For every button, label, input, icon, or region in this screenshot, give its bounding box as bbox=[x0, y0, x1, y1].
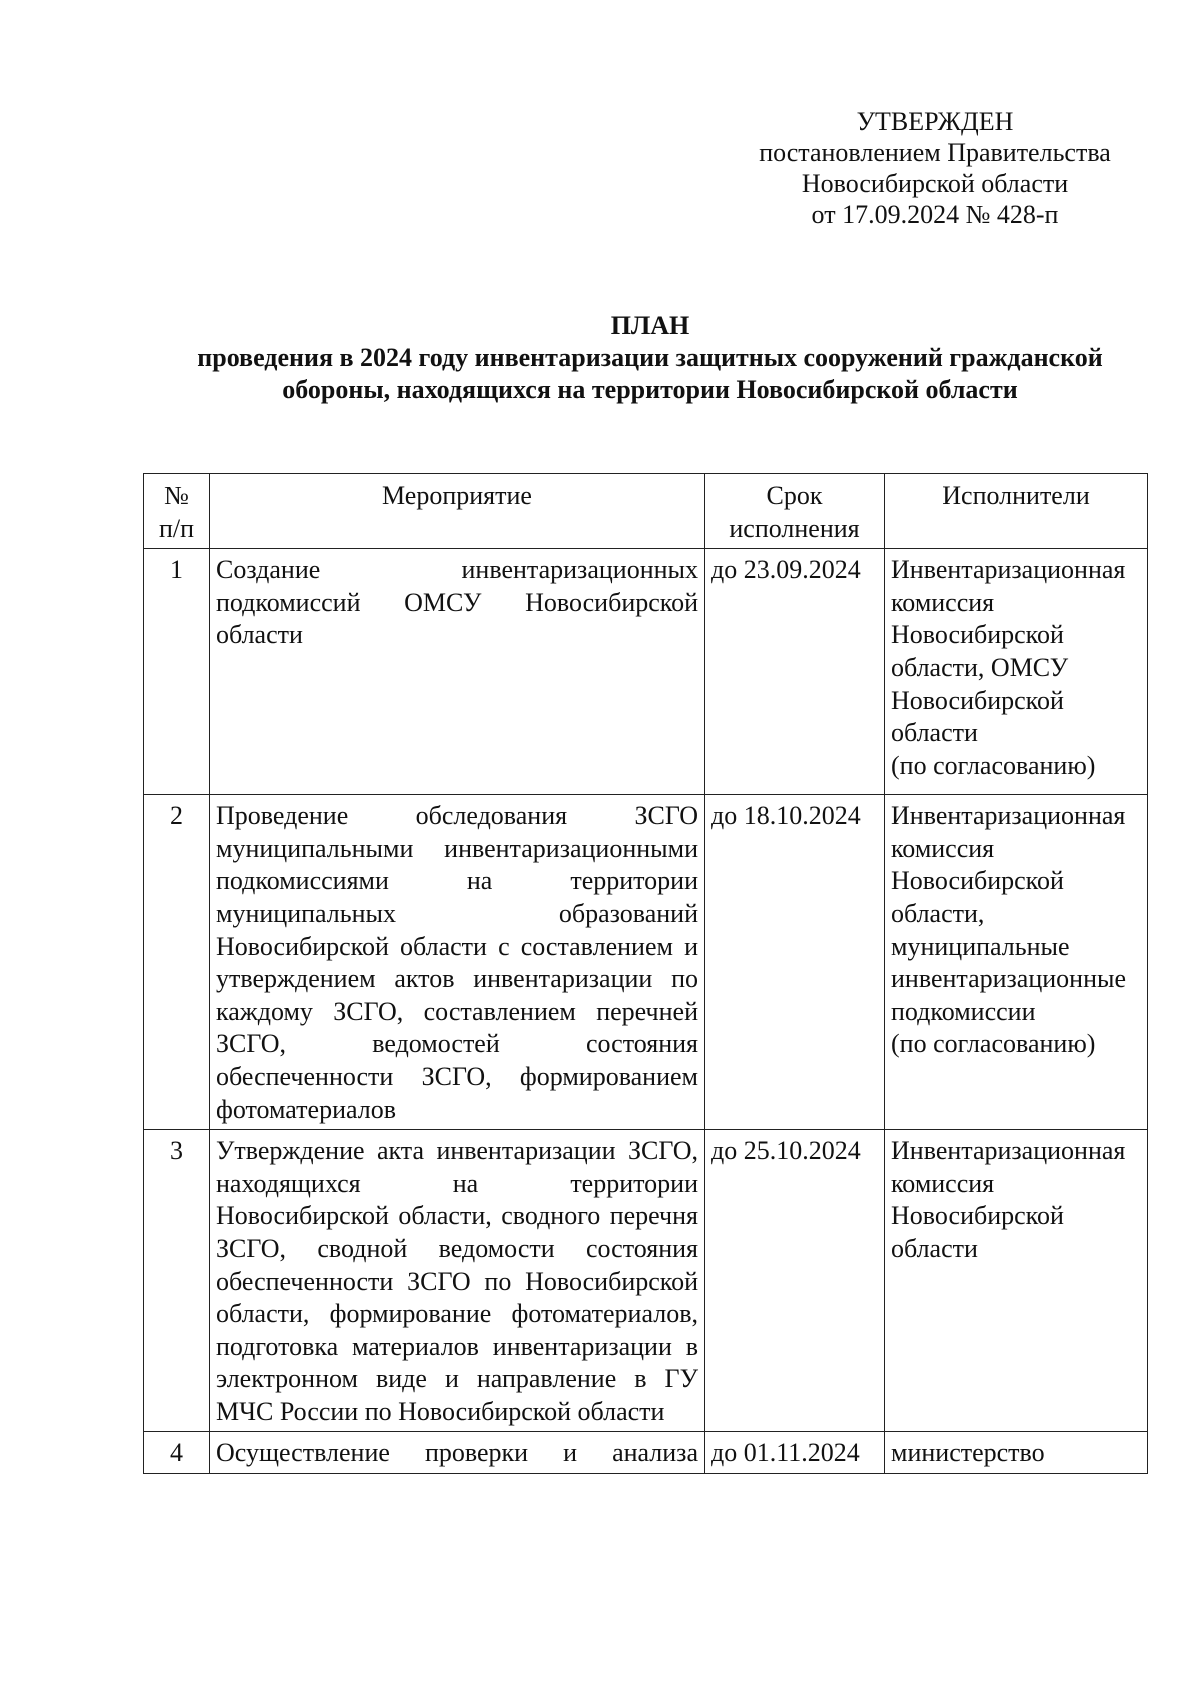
executor-line: Инвентаризационная bbox=[891, 555, 1126, 585]
approval-stamp bbox=[720, 106, 1150, 230]
executor-line: (по согласованию) bbox=[891, 1029, 1096, 1059]
approval-line-1: постановлением Правительства bbox=[759, 138, 1111, 167]
row-activity bbox=[210, 1432, 705, 1474]
header-term bbox=[705, 474, 885, 549]
header-term-line-1: Срок bbox=[766, 481, 823, 510]
row-term: до 25.10.2024 bbox=[705, 1130, 885, 1432]
executor-line: подкомиссии bbox=[891, 996, 1036, 1026]
row-number: 1 bbox=[144, 549, 210, 795]
executor-line: Новосибирской bbox=[891, 620, 1064, 650]
table-row bbox=[144, 549, 1148, 795]
plan-table bbox=[143, 473, 1148, 1474]
header-term-line-2: исполнения bbox=[729, 513, 860, 543]
row-executors bbox=[885, 795, 1148, 1130]
title-heading: ПЛАН bbox=[610, 311, 690, 340]
approval-status: УТВЕРЖДЕН bbox=[856, 107, 1014, 136]
table-row bbox=[144, 795, 1148, 1130]
table-row bbox=[144, 1130, 1148, 1432]
row-activity: Утверждение акта инвентаризации ЗСГО, находящихся на территории Новосибирской области, сводного перечня ЗСГО, сводной ведомости состояния обеспеченности ЗСГО по Новосибирской области, формирование фотоматериалов, подготовка материалов инвентаризации в электронном виде и направление в ГУ МЧС России по Новосибирской области bbox=[210, 1130, 705, 1432]
executor-line: области bbox=[891, 1233, 978, 1263]
row-term: до 23.09.2024 bbox=[705, 549, 885, 795]
approval-line-3: от 17.09.2024 № 428-п bbox=[811, 200, 1059, 229]
row-term: до 18.10.2024 bbox=[705, 795, 885, 1130]
executor-line: Новосибирской bbox=[891, 1201, 1064, 1231]
header-num-line-2: п/п bbox=[158, 513, 195, 543]
executor-line: Инвентаризационная bbox=[891, 1136, 1126, 1166]
header-num bbox=[144, 474, 210, 549]
row-executors bbox=[885, 1432, 1148, 1474]
executor-line: комиссия bbox=[891, 1168, 995, 1198]
executor-line: (по согласованию) bbox=[891, 750, 1096, 780]
header-num-line-1: № bbox=[164, 481, 189, 510]
row-term: до 01.11.2024 bbox=[705, 1432, 885, 1474]
row-executors bbox=[885, 1130, 1148, 1432]
executor-line: министерство bbox=[891, 1438, 1045, 1468]
row-activity: Создание инвентаризационных подкомиссий ОМСУ Новосибирской области bbox=[210, 549, 705, 795]
executor-line: инвентаризационные bbox=[891, 964, 1127, 994]
activity-line: Осуществление проверки и анализа bbox=[216, 1438, 698, 1468]
row-number: 2 bbox=[144, 795, 210, 1130]
executor-line: Новосибирской bbox=[891, 685, 1064, 715]
row-executors bbox=[885, 549, 1148, 795]
executor-line: муниципальные bbox=[891, 931, 1070, 961]
executor-line: области, bbox=[891, 898, 985, 928]
executor-line: комиссия bbox=[891, 833, 995, 863]
title-line-2: обороны, находящихся на территории Новосибирской области bbox=[282, 375, 1018, 404]
approval-line-2: Новосибирской области bbox=[801, 169, 1069, 198]
header-activity: Мероприятие bbox=[210, 474, 705, 549]
row-number: 3 bbox=[144, 1130, 210, 1432]
document-title bbox=[100, 310, 1200, 406]
executor-line: области bbox=[891, 718, 978, 748]
header-executors: Исполнители bbox=[885, 474, 1148, 549]
executor-line: комиссия bbox=[891, 587, 995, 617]
table-row bbox=[144, 1432, 1148, 1474]
executor-line: Новосибирской bbox=[891, 866, 1064, 896]
title-line-1: проведения в 2024 году инвентаризации защитных сооружений гражданской bbox=[197, 343, 1103, 372]
row-activity: Проведение обследования ЗСГО муниципальными инвентаризационными подкомиссиями на территории муниципальных образований Новосибирской области с составлением и утверждением актов инвентаризации по каждому ЗСГО, составлением перечней ЗСГО, ведомостей состояния обеспеченности ЗСГО, формированием фотоматериалов bbox=[210, 795, 705, 1130]
executor-line: области, ОМСУ bbox=[891, 652, 1069, 682]
row-number: 4 bbox=[144, 1432, 210, 1474]
executor-line: Инвентаризационная bbox=[891, 801, 1126, 831]
table-header-row bbox=[144, 474, 1148, 549]
